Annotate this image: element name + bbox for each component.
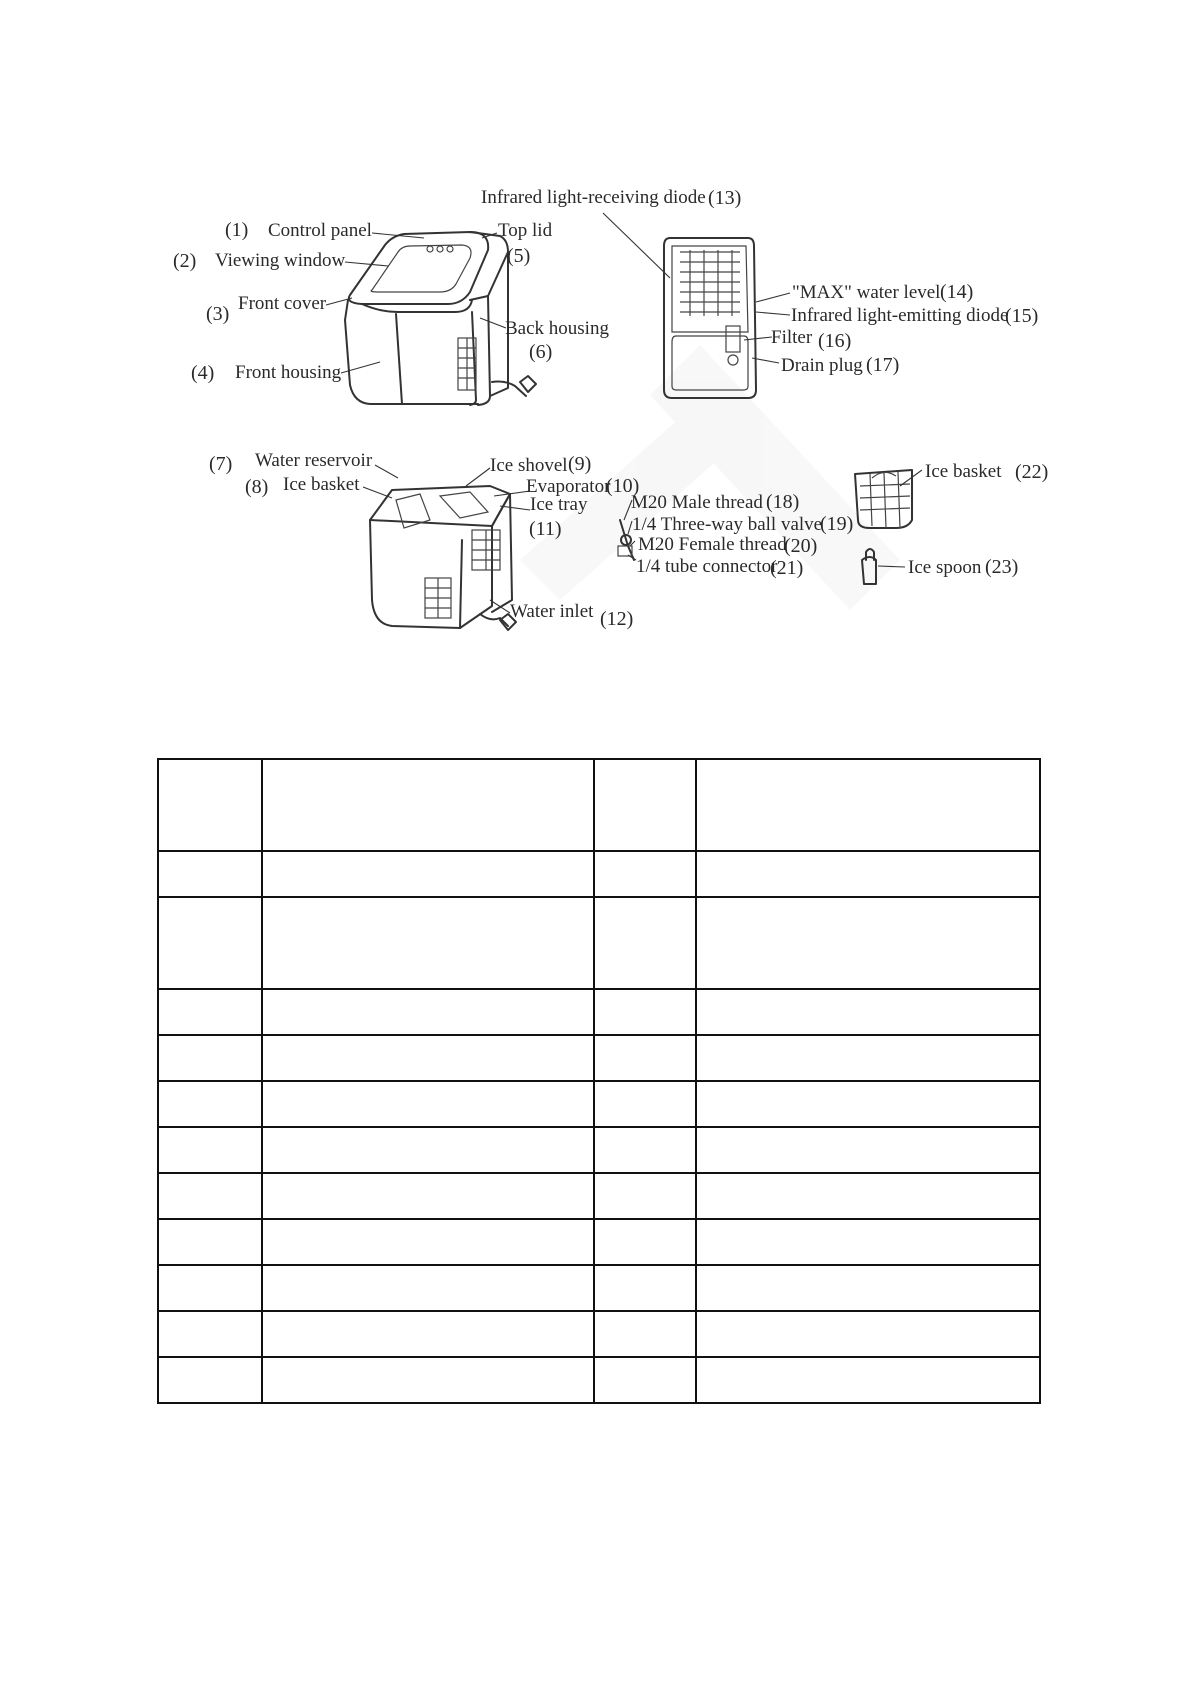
table-cell: [262, 1035, 594, 1081]
table-cell: [158, 1265, 262, 1311]
callout-17-num: (17): [866, 354, 900, 376]
table-cell: [262, 897, 594, 989]
table-cell: [594, 1219, 696, 1265]
table-cell: [696, 759, 1040, 851]
callout-13-label: Infrared light-receiving diode: [481, 187, 706, 208]
ice-maker-open-view: [370, 486, 516, 630]
table-cell: [594, 1081, 696, 1127]
table-cell: [696, 897, 1040, 989]
table-row: [158, 851, 1040, 897]
table-row: [158, 1357, 1040, 1403]
callout-4-num: (4): [191, 362, 215, 384]
table-cell: [594, 897, 696, 989]
table-cell: [158, 1081, 262, 1127]
table-cell: [262, 1127, 594, 1173]
callout-20-num: (20): [784, 535, 818, 557]
table-cell: [158, 1035, 262, 1081]
callout-18-num: (18): [766, 491, 800, 513]
ice-basket-accessory: [855, 470, 912, 528]
table-cell: [158, 1357, 262, 1403]
callout-2-num: (2): [173, 250, 197, 272]
callout-23-label: Ice spoon: [908, 557, 982, 578]
callout-5-num: (5): [507, 245, 531, 267]
callout-9-num: (9): [568, 453, 592, 475]
callout-15-label: Infrared light-emitting diode: [791, 305, 1009, 326]
callout-10-num: (10): [606, 475, 640, 497]
callout-23-num: (23): [985, 556, 1019, 578]
table-cell: [158, 1173, 262, 1219]
table-cell: [158, 1219, 262, 1265]
callout-20-label: M20 Female thread: [638, 534, 787, 555]
table-cell: [594, 1173, 696, 1219]
callout-7-num: (7): [209, 453, 233, 475]
callout-16-num: (16): [818, 330, 852, 352]
table-cell: [594, 1265, 696, 1311]
table-row: [158, 989, 1040, 1035]
callout-8-num: (8): [245, 476, 269, 498]
table-cell: [262, 989, 594, 1035]
table-row: [158, 1081, 1040, 1127]
table-cell: [696, 1173, 1040, 1219]
callout-9-label: Ice shovel: [490, 455, 568, 476]
callout-2-label: Viewing window: [215, 250, 346, 271]
callout-19-num: (19): [820, 513, 854, 535]
callout-15-num: (15): [1005, 305, 1039, 327]
table-cell: [696, 1357, 1040, 1403]
table-cell: [696, 1035, 1040, 1081]
table-cell: [158, 759, 262, 851]
callout-19-label: 1/4 Three-way ball valve: [632, 514, 823, 535]
table-row: [158, 759, 1040, 851]
table-cell: [696, 1081, 1040, 1127]
table-cell: [594, 1311, 696, 1357]
callout-11-num: (11): [529, 518, 562, 540]
callout-1-label: Control panel: [268, 220, 372, 241]
table-cell: [262, 1173, 594, 1219]
table-cell: [262, 1311, 594, 1357]
callout-13-num: (13): [708, 187, 742, 209]
table-row: [158, 1219, 1040, 1265]
parts-diagram: [0, 0, 1192, 680]
parts-table-body: [158, 759, 1040, 1403]
table-cell: [594, 1357, 696, 1403]
table-cell: [158, 897, 262, 989]
parts-table: [157, 758, 1041, 1404]
callout-16-label: Filter: [771, 327, 813, 348]
callout-12-label: Water inlet: [510, 601, 594, 622]
table-row: [158, 1265, 1040, 1311]
callout-17-label: Drain plug: [781, 355, 863, 376]
table-cell: [158, 851, 262, 897]
callout-10-label: Evaporator: [526, 476, 611, 497]
table-cell: [262, 759, 594, 851]
table-row: [158, 1127, 1040, 1173]
table-cell: [696, 851, 1040, 897]
callout-6-num: (6): [529, 341, 553, 363]
table-cell: [262, 1219, 594, 1265]
table-cell: [696, 1311, 1040, 1357]
table-cell: [696, 1219, 1040, 1265]
table-cell: [696, 1127, 1040, 1173]
table-cell: [262, 1265, 594, 1311]
callout-7-label: Water reservoir: [255, 450, 373, 471]
table-cell: [696, 989, 1040, 1035]
table-row: [158, 1173, 1040, 1219]
table-cell: [262, 1081, 594, 1127]
callout-6-label: Back housing: [505, 318, 609, 339]
table-cell: [594, 1127, 696, 1173]
table-cell: [594, 759, 696, 851]
table-cell: [158, 1311, 262, 1357]
table-cell: [594, 989, 696, 1035]
table-row: [158, 1311, 1040, 1357]
callout-4-label: Front housing: [235, 362, 342, 383]
table-cell: [262, 1357, 594, 1403]
callout-5-label: Top lid: [498, 220, 553, 241]
table-cell: [158, 1127, 262, 1173]
callout-18-label: M20 Male thread: [631, 492, 763, 513]
callout-22-label: Ice basket: [925, 461, 1002, 482]
table-cell: [594, 1035, 696, 1081]
callout-11-label: Ice tray: [530, 494, 588, 515]
table-cell: [262, 851, 594, 897]
callout-3-num: (3): [206, 303, 230, 325]
callout-12-num: (12): [600, 608, 634, 630]
table-row: [158, 1035, 1040, 1081]
table-cell: [594, 851, 696, 897]
table-row: [158, 897, 1040, 989]
callout-21-label: 1/4 tube connector: [636, 556, 778, 577]
callout-14-label: "MAX" water level: [792, 282, 941, 303]
callout-8-label: Ice basket: [283, 474, 360, 495]
callout-22-num: (22): [1015, 461, 1049, 483]
callout-21-num: (21): [770, 557, 804, 579]
table-cell: [158, 989, 262, 1035]
callout-1-num: (1): [225, 219, 249, 241]
callout-3-label: Front cover: [238, 293, 327, 314]
callout-14-num: (14): [940, 281, 974, 303]
table-cell: [696, 1265, 1040, 1311]
